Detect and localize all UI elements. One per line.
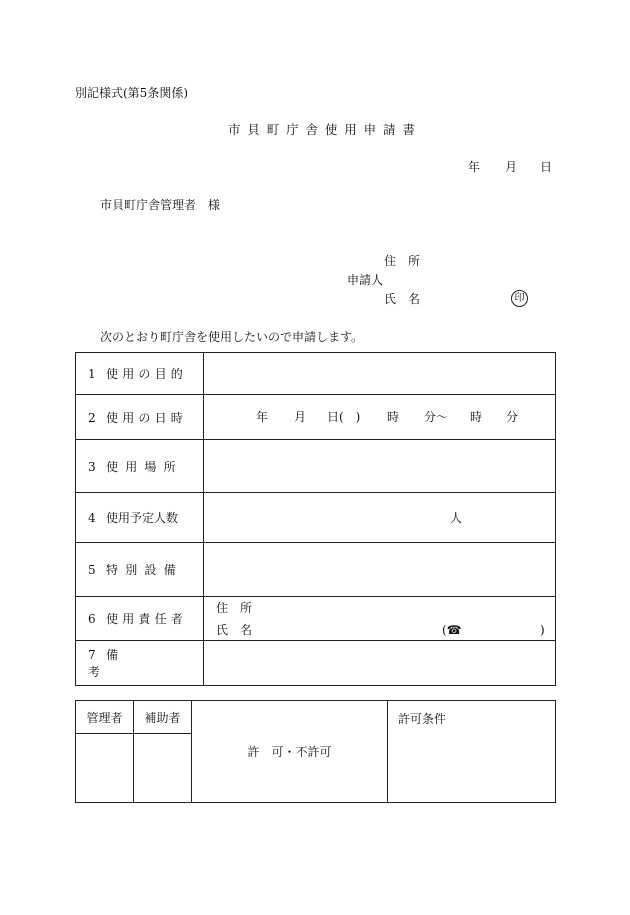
dt-year: 年: [256, 410, 269, 424]
assistant-header: 補助者: [134, 701, 192, 734]
manager-seal-box[interactable]: [76, 734, 134, 803]
people-unit: 人: [450, 511, 463, 525]
dt-day: 日( ): [327, 410, 361, 424]
row-label-attendees: [76, 493, 204, 543]
row-label-remarks: [76, 641, 204, 686]
seal-icon: 印: [511, 290, 528, 307]
row-number: 5: [88, 563, 96, 577]
applicant-name-label: 氏 名: [384, 292, 421, 306]
row-number: 6: [88, 612, 96, 626]
row-label-responsible: [76, 597, 204, 641]
equipment-field[interactable]: [204, 543, 556, 597]
row-number: 4: [88, 511, 96, 525]
row-label: 使用予定人数: [106, 511, 179, 525]
row-label: 使用責任者: [106, 612, 188, 626]
table-row: [76, 543, 556, 597]
conditions-label: 許可条件: [398, 712, 447, 726]
form-reference: 別記様式(第5条関係): [75, 86, 188, 100]
page-title: 市貝町庁舎使用申請書: [228, 122, 422, 137]
datetime-field[interactable]: [204, 395, 556, 440]
manager-header: 管理者: [76, 701, 134, 734]
table-row: [76, 440, 556, 493]
responsible-name-label: 氏 名: [216, 623, 253, 637]
row-label-location: [76, 440, 204, 493]
decision-text: 許 可・不許可: [247, 745, 332, 759]
date-day: 日: [540, 160, 553, 174]
row-label: 使用の目的: [106, 367, 188, 381]
date-month: 月: [505, 160, 518, 174]
dt-hour-end: 時: [470, 410, 483, 424]
attendees-field[interactable]: [204, 493, 556, 543]
phone-icon: (☎: [442, 623, 462, 637]
table-row: [76, 395, 556, 440]
intro-text: 次のとおり町庁舎を使用したいので申請します。: [100, 330, 364, 344]
table-row: [76, 641, 556, 686]
row-number: 3: [88, 459, 96, 474]
table-row: [76, 493, 556, 543]
conditions-cell[interactable]: [388, 701, 556, 803]
assistant-seal-box[interactable]: [134, 734, 192, 803]
phone-close: ): [540, 623, 545, 637]
responsible-address-label: 住 所: [216, 601, 253, 615]
row-label: 使用場所: [106, 459, 183, 474]
purpose-field[interactable]: [204, 353, 556, 395]
addressee: 市貝町庁舎管理者 様: [100, 198, 221, 212]
remarks-field[interactable]: [204, 641, 556, 686]
dt-month: 月: [294, 410, 307, 424]
dt-minute-end: 分: [506, 410, 519, 424]
responsible-field[interactable]: [204, 597, 556, 641]
applicant-label: 申請人: [347, 273, 384, 287]
application-table: [75, 352, 556, 686]
table-row: [76, 353, 556, 395]
row-number: 1: [88, 367, 96, 381]
row-number: 7: [88, 648, 96, 662]
row-label: 備考: [88, 648, 162, 679]
date-year: 年: [468, 160, 481, 174]
approval-table: [75, 700, 556, 803]
row-label-equipment: [76, 543, 204, 597]
table-row: [76, 597, 556, 641]
decision-cell[interactable]: [192, 701, 388, 803]
dt-minute-start: 分〜: [424, 410, 449, 424]
row-number: 2: [88, 410, 96, 425]
applicant-address-label: 住 所: [384, 254, 421, 268]
location-field[interactable]: [204, 440, 556, 493]
row-label: 使用の日時: [106, 410, 188, 425]
table-row: [76, 701, 556, 734]
row-label-datetime: [76, 395, 204, 440]
dt-hour-start: 時: [387, 410, 400, 424]
row-label-purpose: [76, 353, 204, 395]
row-label: 特別設備: [106, 563, 183, 577]
